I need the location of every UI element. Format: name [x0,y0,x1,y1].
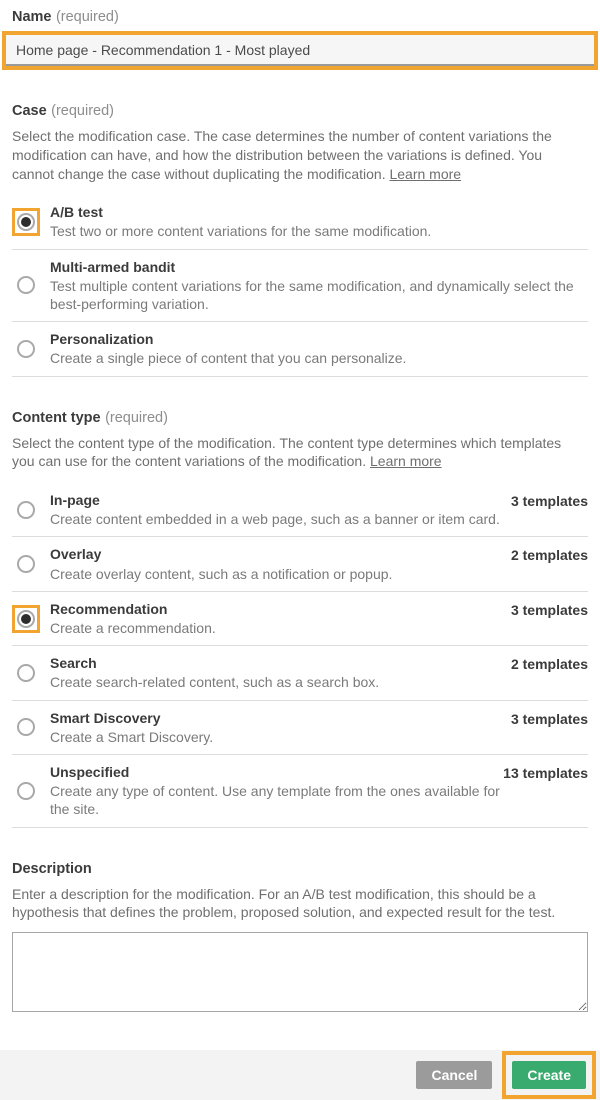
description-section [12,860,588,1018]
ab-test-text [50,203,588,240]
case-learn-more-link[interactable]: Learn more [389,165,462,182]
unspecified-template-count: 13 templates [503,764,588,781]
in-page-text [50,491,511,528]
content-type-label: Content type [12,409,101,426]
content-type-description-text: Select the content type of the modification. The content type determines which templates you can use for the content variations of the modification. [12,434,562,470]
description-label: Description [12,860,92,877]
unspecified-description: Create any type of content. Use any template from the ones available for the site. [50,783,500,818]
personalization-description: Create a single piece of content that you can personalize. [50,350,407,367]
overlay-title: Overlay [50,546,102,563]
name-label: Name [12,9,52,25]
ab-test-radio-highlight [12,208,40,236]
case-description-text: Select the modification case. The case determines the number of content variations the modification can have, and how the distribution between the variations is defined. You cannot change the case without duplicating the modification. [12,128,552,182]
divider [12,827,588,828]
personalization-title: Personalization [50,331,154,348]
case-section [12,102,588,377]
smart-discovery-template-count: 3 templates [510,710,588,727]
multi-armed-bandit-radio-wrap [12,271,40,299]
description-textarea[interactable] [12,932,588,1012]
ab-test-title: A/B test [50,204,103,221]
smart-discovery-radio-wrap [12,713,40,741]
content-type-description [12,434,566,472]
search-radio-wrap [12,659,40,687]
case-label: Case [12,103,47,119]
unspecified-title: Unspecified [50,763,130,780]
case-required-hint: (required) [51,103,114,119]
in-page-radio[interactable] [17,501,35,519]
recommendation-description: Create a recommendation. [50,620,216,636]
content-type-section [12,409,588,828]
search-description: Create search-related content, such as a search box. [50,674,380,691]
unspecified-radio[interactable] [17,782,35,800]
multi-armed-bandit-text [50,258,588,314]
case-option-personalization[interactable] [12,322,588,375]
smart-discovery-description: Create a Smart Discovery. [50,728,214,745]
multi-armed-bandit-description: Test multiple content variations for the same modification, and dynamically select the best-performing variation. [50,277,574,312]
overlay-radio[interactable] [17,555,35,573]
content-option-smart-discovery[interactable] [12,701,588,754]
ab-test-description: Test two or more content variations for the same modification. [50,223,432,240]
content-option-unspecified[interactable] [12,755,588,827]
content-option-in-page[interactable] [12,483,588,536]
name-input-highlight [2,31,598,70]
case-option-ab-test[interactable] [12,195,588,248]
action-bar [0,1050,600,1100]
case-description [12,127,566,183]
smart-discovery-radio[interactable] [17,718,35,736]
overlay-text [50,545,511,582]
overlay-template-count: 2 templates [510,547,588,564]
search-radio[interactable] [17,664,35,682]
unspecified-radio-wrap [12,777,40,805]
content-type-options [12,483,588,827]
case-option-multi-armed-bandit[interactable] [12,250,588,322]
recommendation-text [50,600,511,637]
create-button[interactable]: Create [512,1061,586,1089]
overlay-description: Create overlay content, such as a notification or popup. [50,565,393,582]
personalization-text [50,330,588,367]
recommendation-title: Recommendation [50,600,168,617]
search-text [50,654,511,691]
content-option-recommendation[interactable] [12,592,588,645]
search-title: Search [50,655,97,672]
recommendation-radio[interactable] [17,610,35,628]
content-type-learn-more-link[interactable]: Learn more [370,453,442,470]
multi-armed-bandit-radio[interactable] [17,276,35,294]
smart-discovery-text [50,709,511,746]
recommendation-template-count: 3 templates [510,601,588,618]
ab-test-radio[interactable] [17,213,35,231]
in-page-radio-wrap [12,496,40,524]
cancel-button[interactable]: Cancel [416,1061,492,1089]
content-type-required-hint: (required) [105,409,168,426]
recommendation-radio-highlight [12,605,40,633]
search-template-count: 2 templates [510,656,588,673]
case-options [12,195,588,376]
personalization-radio-wrap [12,335,40,363]
multi-armed-bandit-title: Multi-armed bandit [50,258,176,275]
divider [12,376,588,377]
content-option-overlay[interactable] [12,537,588,590]
description-helper-text: Enter a description for the modification. For an A/B test modification, this should be a hypothesis that defines the problem, proposed solution, and expected result for the test. [12,885,556,921]
content-option-search[interactable] [12,646,588,699]
in-page-description: Create content embedded in a web page, such as a banner or item card. [50,511,500,528]
create-button-highlight [502,1051,596,1099]
overlay-radio-wrap [12,550,40,578]
in-page-template-count: 3 templates [510,493,588,510]
name-input[interactable] [6,35,594,66]
name-required-hint: (required) [55,9,119,25]
in-page-title: In-page [50,492,100,509]
unspecified-text [50,763,503,819]
personalization-radio[interactable] [17,340,35,358]
name-field-group [12,8,588,70]
smart-discovery-title: Smart Discovery [50,709,161,726]
